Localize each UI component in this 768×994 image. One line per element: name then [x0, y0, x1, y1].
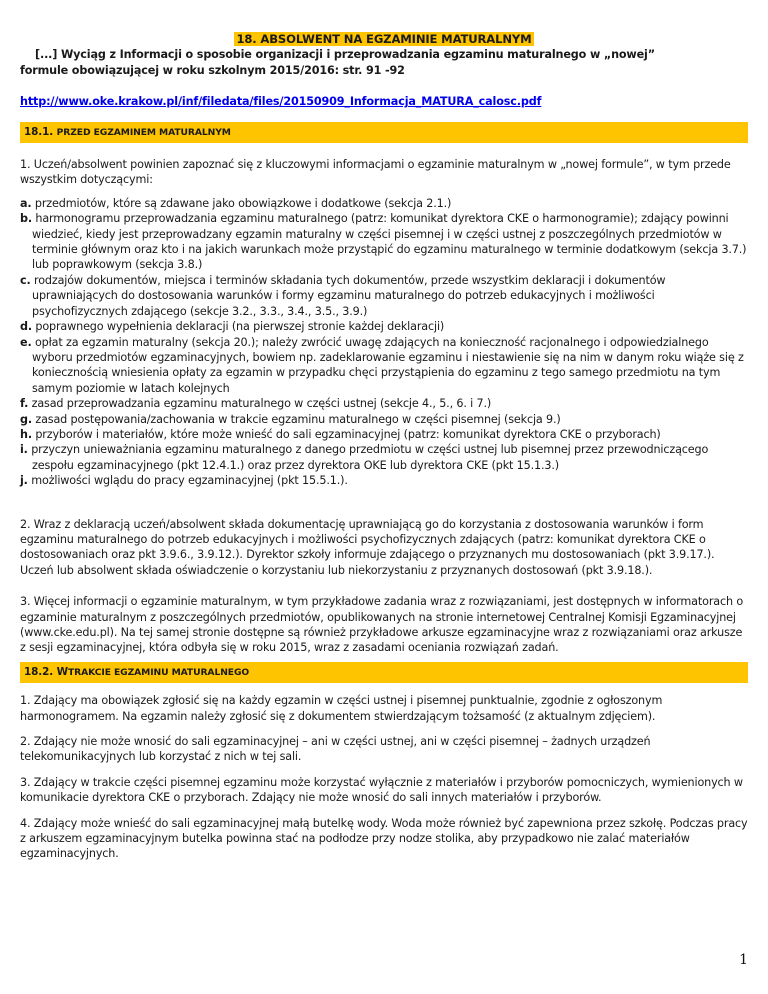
list-text: opłat za egzamin maturalny (sekcja 20.); należy zwrócić uwagę zdających na konieczność racjonalnego i odpowiedzialnego wyboru przedmiotów egzaminacyjnych, bowiem np. zadeklarowanie egzaminu i niestawienie się na nim w danym roku wiąże się z koniecznością wniesienia opłaty za egzamin w przypadku chęci przystąpienia do egzaminu z tego samego przedmiotu na tym samym poziomie w latach kolejnych [32, 335, 744, 395]
subtitle-line-2: formule obowiązującej w roku szkolnym 2015/2016: str. 91 -92 [20, 63, 405, 77]
section-title: TRAKCIE EGZAMINU MATURALNEGO [68, 666, 250, 678]
rule-paragraph-3: 3. Zdający w trakcie części pisemnej egzaminu może korzystać wyłącznie z materiałów i przyborów pomocniczych, wymienionych w komunikacie dyrektora CKE o przyborach. Zdający nie może wnosić do sali innych materiałów i przyborów. [20, 775, 743, 805]
page-number: 1 [739, 952, 748, 968]
list-item [20, 273, 748, 319]
list-item [20, 473, 748, 488]
requirements-list [20, 196, 748, 489]
list-text: zasad przeprowadzania egzaminu maturalnego w części ustnej (sekcje 4., 5., 6. i 7.) [31, 397, 492, 411]
list-letter: c. [20, 273, 31, 287]
document-subtitle [20, 47, 748, 62]
list-text: możliwości wglądu do pracy egzaminacyjnej (pkt 15.5.1.). [31, 474, 348, 488]
document-title [20, 32, 748, 47]
section-title-initial: W [56, 665, 68, 678]
list-item [20, 442, 748, 473]
list-text: przyborów i materiałów, które może wnieść do sali egzaminacyjnej (patrz: komunikat dyrektora CKE o przyborach) [35, 427, 661, 441]
list-letter: j. [20, 474, 28, 488]
rule-paragraph-2: 2. Zdający nie może wnosić do sali egzaminacyjnej – ani w części ustnej, ani w części pisemnej – żadnych urządzeń telekomunikacyjnych lub korzystać z nich w tej sali. [20, 735, 651, 764]
list-letter: f. [20, 397, 29, 411]
list-letter: i. [20, 443, 28, 457]
list-item [20, 335, 748, 397]
list-letter: a. [20, 196, 32, 210]
rule-paragraph-1: 1. Zdający ma obowiązek zgłosić się na każdy egzamin w części ustnej i pisemnej punktualnie, zgodnie z ogłoszonym harmonogramem. Na egzamin należy zgłosić się z dokumentem stwierdzającym tożsamość (z aktualnym zdjęciem). [20, 694, 663, 723]
rule-paragraph-4: 4. Zdający może wnieść do sali egzaminacyjnej małą butelkę wody. Woda może również być zapewniona przez szkołę. Podczas pracy z arkuszem egzaminacyjnym butelka powinna stać na podłodze przy nodze stolika, aby przypadkowo nie zalać materiałów egzaminacyjnych. [20, 816, 748, 861]
source-link[interactable]: http://www.oke.krakow.pl/inf/filedata/files/20150909_Informacja_MATURA_calosc.pdf [20, 95, 542, 109]
list-letter: h. [20, 427, 32, 441]
document-subtitle-2 [20, 63, 748, 78]
list-text: poprawnego wypełnienia deklaracji (na pierwszej stronie każdej deklaracji) [35, 320, 445, 334]
intro-paragraph: 1. Uczeń/absolwent powinien zapoznać się z kluczowymi informacjami o egzaminie maturalnym w „nowej formule”, w tym przede wszystkim dotyczącymi: [20, 158, 731, 187]
list-letter: d. [20, 320, 32, 334]
section-number: 18.2. [24, 665, 54, 678]
paragraph-2: 2. Wraz z deklaracją uczeń/absolwent składa dokumentację uprawniającą go do korzystania z dostosowania warunków i form egzaminu maturalnego do potrzeb edukacyjnych i możliwości psychofizycznych zdających (patrz: komunikat dyrektora CKE o dostosowaniach oraz pkt 3.9.6., 3.9.12.). Dyrektor szkoły informuje zdającego o przyznanych mu dostosowaniach (pkt 3.9.17.). Uczeń lub absolwent składa oświadczenie o korzystaniu lub niekorzystaniu z przyznanych dostosowań (pkt 3.9.18.). [20, 517, 715, 577]
section-title: PRZED EGZAMINEM MATURALNYM [56, 126, 231, 138]
list-item [20, 196, 748, 211]
document-page [20, 32, 748, 862]
title-text: 18. ABSOLWENT NA EGZAMINIE MATURALNYM [236, 32, 532, 46]
list-letter: g. [20, 412, 32, 426]
subtitle-line-1: [...] Wyciąg z Informacji o sposobie organizacji i przeprowadzania egzaminu maturalnego w „nowej” [35, 48, 655, 62]
list-letter: e. [20, 335, 32, 349]
list-letter: b. [20, 212, 32, 226]
list-text: przyczyn unieważniania egzaminu maturalnego z danego przedmiotu w części ustnej lub pisemnej przez przewodniczącego zespołu egzaminacyjnego (pkt 12.4.1.) oraz przez dyrektora OKE lub dyrektora CKE (pkt 15.1.3.) [31, 443, 709, 472]
list-item [20, 396, 748, 411]
list-item [20, 211, 748, 273]
list-item [20, 319, 748, 334]
paragraph-3: 3. Więcej informacji o egzaminie maturalnym, w tym przykładowe zadania wraz z rozwiązaniami, jest dostępnych w informatorach o egzaminie maturalnym z poszczególnych przedmiotów, opublikowanych na stronie internetowej Centralnej Komisji Egzaminacyjnej (www.cke.edu.pl). Na tej samej stronie dostępne są również przykładowe arkusze egzaminacyjne wraz z rozwiązaniami oraz arkusze z sesji egzaminacyjnej, która odbyła się w roku 2015, wraz z zasadami oceniania rozwiązań zadań. [20, 595, 744, 655]
list-item [20, 412, 748, 427]
list-text: zasad postępowania/zachowania w trakcie egzaminu maturalnego w części pisemnej (sekcja 9.) [35, 412, 561, 426]
section-heading-18-2 [20, 662, 748, 683]
list-text: rodzajów dokumentów, miejsca i terminów składania tych dokumentów, przede wszystkim deklaracji i dokumentów uprawniających do dostosowania warunków i formy egzaminu maturalnego do potrzeb edukacyjnych i możliwości psychofizycznych zdającego (sekcje 3.2., 3.3., 3.4., 3.5., 3.9.) [32, 273, 666, 318]
list-text: harmonogramu przeprowadzania egzaminu maturalnego (patrz: komunikat dyrektora CKE o harmonogramie); zdający powinni wiedzieć, kiedy jest przeprowadzany egzamin maturalny w części pisemnej i w części ustnej z poszczególnych przedmiotów w terminie głównym oraz kto i na jakich warunkach może przystąpić do egzaminu maturalnego w terminie dodatkowym (sekcja 3.7.) lub poprawkowym (sekcja 3.8.) [32, 212, 747, 272]
section-heading-18-1 [20, 122, 748, 143]
section-number: 18.1. [24, 125, 54, 138]
list-text: przedmiotów, które są zdawane jako obowiązkowe i dodatkowe (sekcja 2.1.) [34, 196, 452, 210]
list-item [20, 427, 748, 442]
